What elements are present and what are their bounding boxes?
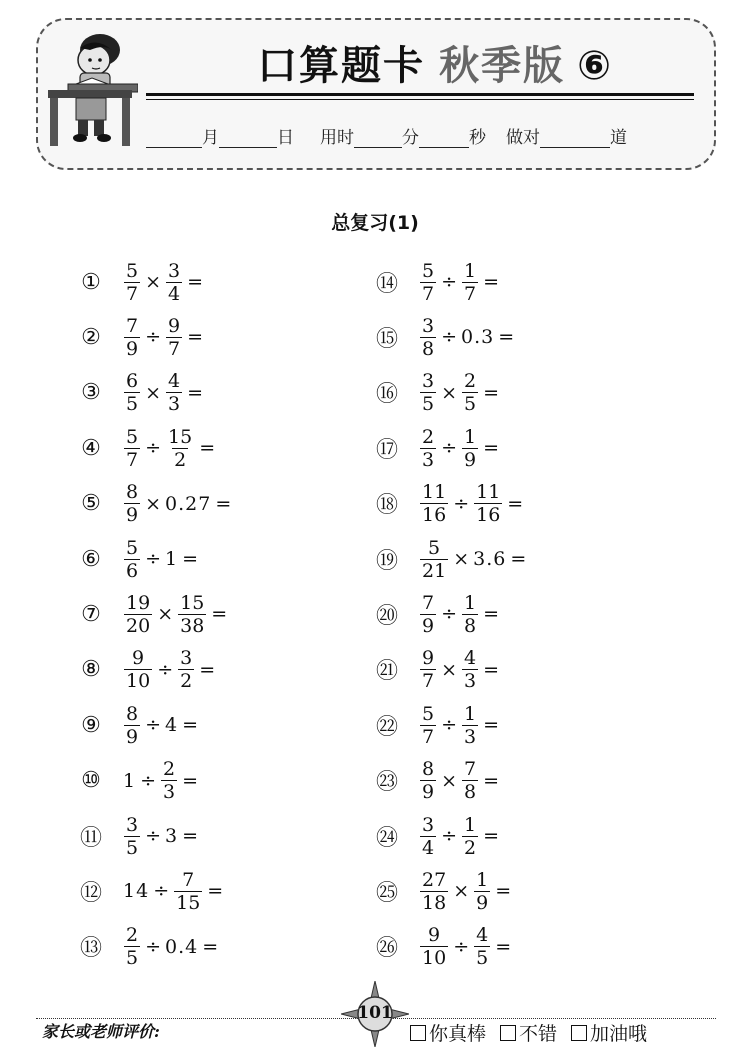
numerator: 1	[464, 591, 477, 614]
denominator: 5	[422, 393, 435, 416]
numerator: 1	[464, 425, 477, 448]
expression	[122, 537, 201, 582]
fraction	[124, 481, 140, 526]
section-title: 总复习(1)	[331, 212, 419, 234]
problem-row	[76, 310, 206, 364]
fraction	[462, 260, 478, 305]
problem-number: ⑮	[375, 326, 398, 352]
denominator: 16	[422, 504, 447, 527]
expression	[418, 537, 529, 582]
expression	[122, 758, 201, 803]
problem-number: ㉖	[375, 936, 398, 962]
problem-row	[76, 643, 218, 697]
problem-row	[372, 587, 502, 641]
denominator: 8	[422, 337, 435, 360]
numerator: 8	[126, 481, 139, 504]
equals-sign: =	[199, 437, 216, 460]
denominator: 38	[180, 614, 205, 637]
numerator: 2	[126, 924, 139, 947]
problem-row	[76, 754, 201, 808]
evaluation-options	[410, 1019, 647, 1046]
problem-row	[372, 809, 502, 863]
operator: ÷	[145, 326, 162, 349]
problem-row	[372, 754, 502, 808]
denominator: 3	[163, 781, 176, 804]
numerator: 2	[163, 758, 176, 781]
seconds-label: 秒	[469, 128, 486, 148]
expression	[122, 315, 206, 360]
operator: ÷	[441, 326, 458, 349]
number: 3.6	[473, 548, 507, 570]
denominator: 2	[180, 670, 193, 693]
page-number: 101	[357, 1003, 393, 1023]
fraction	[124, 924, 140, 969]
denominator: 5	[476, 947, 489, 970]
problem-row	[372, 864, 514, 918]
expression	[418, 869, 514, 914]
operator: ÷	[453, 935, 470, 958]
fraction	[474, 481, 502, 526]
expression	[122, 370, 206, 415]
denominator: 2	[174, 448, 187, 471]
expression	[418, 481, 526, 526]
problem-number: ⑦	[81, 601, 101, 627]
denominator: 7	[422, 670, 435, 693]
expression	[122, 592, 230, 637]
numerator: 7	[422, 591, 435, 614]
numerator: 9	[168, 314, 181, 337]
correct-blank[interactable]	[540, 127, 610, 148]
operator: ÷	[145, 714, 162, 737]
fraction	[178, 647, 194, 692]
time-used-label: 用时	[320, 128, 354, 148]
fraction	[420, 315, 436, 360]
problem-row	[372, 698, 502, 752]
numerator: 7	[126, 314, 139, 337]
numerator: 3	[422, 314, 435, 337]
numerator: 4	[476, 924, 489, 947]
equals-sign: =	[507, 492, 524, 515]
operator: ÷	[145, 437, 162, 460]
expression	[418, 924, 514, 969]
equals-sign: =	[483, 825, 500, 847]
problem-number: ⑯	[375, 382, 398, 408]
numerator: 8	[126, 702, 139, 725]
problem-number: ㉒	[375, 714, 398, 740]
operator: ×	[441, 381, 458, 404]
expression	[122, 647, 218, 692]
denominator: 9	[126, 725, 139, 748]
fraction	[474, 924, 490, 969]
operator: ×	[157, 603, 174, 626]
problem-number: ④	[81, 435, 101, 461]
denominator: 3	[422, 448, 435, 471]
expression	[122, 869, 226, 914]
number: 1	[123, 769, 137, 792]
fraction	[166, 315, 182, 360]
problem-row	[372, 310, 517, 364]
option-keep-going[interactable]: 加油哦	[571, 1019, 647, 1046]
numerator: 5	[422, 259, 435, 282]
fraction	[174, 869, 202, 914]
minutes-blank[interactable]	[354, 127, 402, 148]
numerator: 5	[126, 259, 139, 282]
problem-number: ⑪	[79, 825, 102, 851]
denominator: 4	[168, 282, 181, 305]
number: 0.4	[165, 935, 199, 958]
expression	[418, 260, 502, 305]
operator: ×	[145, 381, 162, 404]
problem-number: ⑭	[375, 271, 398, 297]
problem-number: ㉑	[375, 659, 398, 685]
numerator: 9	[428, 924, 441, 947]
fraction	[166, 370, 182, 415]
problem-row	[372, 532, 529, 586]
fraction	[178, 592, 206, 637]
equals-sign: =	[215, 492, 232, 515]
denominator: 5	[126, 393, 139, 416]
equals-sign: =	[182, 769, 199, 792]
denominator: 10	[126, 670, 151, 693]
numerator: 5	[126, 536, 139, 559]
fraction	[166, 426, 194, 471]
denominator: 7	[168, 337, 181, 360]
problem-row	[372, 920, 514, 974]
operator: ÷	[140, 769, 157, 792]
problem-row	[76, 255, 206, 309]
problem-number: ⑩	[81, 768, 101, 794]
expression	[418, 703, 502, 748]
number: 0.27	[165, 492, 212, 515]
equals-sign: =	[483, 658, 500, 681]
student-at-desk-illustration	[46, 28, 138, 148]
numerator: 11	[476, 481, 501, 504]
number: 14	[123, 880, 150, 903]
checkbox-icon[interactable]	[571, 1025, 587, 1041]
problem-number: ⑳	[375, 603, 398, 629]
month-label: 月	[202, 128, 219, 148]
equals-sign: =	[202, 935, 219, 958]
denominator: 20	[126, 614, 151, 637]
fraction	[420, 370, 436, 415]
seconds-blank[interactable]	[419, 127, 469, 148]
info-line	[146, 118, 686, 148]
expression	[122, 426, 218, 471]
option-good[interactable]: 不错	[500, 1019, 557, 1046]
day-label: 日	[277, 128, 294, 148]
expression	[122, 481, 234, 526]
denominator: 18	[422, 891, 447, 914]
equals-sign: =	[182, 548, 199, 570]
problem-row	[76, 587, 230, 641]
expression	[122, 703, 201, 748]
number: 1	[165, 548, 179, 570]
equals-sign: =	[187, 326, 204, 349]
numerator: 27	[422, 868, 447, 891]
operator: ÷	[453, 492, 470, 515]
numerator: 2	[464, 370, 477, 393]
denominator: 7	[422, 282, 435, 305]
denominator: 3	[464, 670, 477, 693]
denominator: 3	[464, 725, 477, 748]
denominator: 7	[126, 282, 139, 305]
numerator: 5	[422, 702, 435, 725]
fraction	[420, 260, 436, 305]
numerator: 3	[180, 647, 193, 670]
numerator: 1	[464, 259, 477, 282]
expression	[122, 924, 221, 969]
equals-sign: =	[498, 326, 515, 349]
problem-row	[76, 366, 206, 420]
expression	[418, 426, 502, 471]
fraction	[420, 924, 448, 969]
fraction	[462, 647, 478, 692]
problem-row	[76, 698, 201, 752]
number: 0.3	[461, 326, 495, 349]
numerator: 9	[422, 647, 435, 670]
evaluation-label: 家长或老师评价:	[42, 1022, 160, 1041]
operator: ×	[145, 271, 162, 293]
denominator: 5	[126, 947, 139, 970]
fraction	[420, 703, 436, 748]
expression	[122, 814, 201, 859]
numerator: 1	[476, 868, 489, 891]
numerator: 3	[126, 813, 139, 836]
problem-row	[372, 366, 502, 420]
numerator: 2	[422, 425, 435, 448]
fraction	[462, 370, 478, 415]
operator: ÷	[157, 658, 174, 681]
numerator: 1	[464, 813, 477, 836]
denominator: 9	[464, 448, 477, 471]
fraction	[420, 426, 436, 471]
equals-sign: =	[483, 271, 500, 293]
denominator: 7	[464, 282, 477, 305]
equals-sign: =	[483, 381, 500, 404]
questions-label: 道	[610, 128, 627, 148]
fraction	[462, 758, 478, 803]
expression	[418, 592, 502, 637]
operator: ÷	[153, 880, 170, 903]
denominator: 9	[126, 504, 139, 527]
problem-number: ⑥	[81, 546, 101, 572]
equals-sign: =	[187, 271, 204, 293]
correct-label: 做对	[506, 128, 540, 148]
title-rule-thin	[146, 99, 694, 100]
equals-sign: =	[483, 714, 500, 737]
operator: ÷	[441, 603, 458, 626]
problem-number: ⑬	[79, 936, 102, 962]
problem-number: ⑨	[81, 712, 101, 738]
problem-row	[372, 477, 526, 531]
problem-number: ②	[81, 324, 101, 350]
month-blank[interactable]	[146, 127, 202, 148]
problem-row	[76, 477, 234, 531]
denominator: 2	[464, 836, 477, 859]
denominator: 15	[176, 891, 201, 914]
fraction	[124, 703, 140, 748]
numerator: 3	[422, 370, 435, 393]
denominator: 4	[422, 836, 435, 859]
equals-sign: =	[483, 769, 500, 792]
operator: ÷	[441, 714, 458, 737]
problem-number: ⑲	[375, 548, 398, 574]
option-great[interactable]: 你真棒	[410, 1019, 486, 1046]
fraction	[124, 370, 140, 415]
fraction	[420, 647, 436, 692]
denominator: 10	[422, 947, 447, 970]
fraction	[462, 592, 478, 637]
numerator: 15	[180, 591, 205, 614]
fraction	[166, 260, 182, 305]
fraction	[124, 647, 152, 692]
denominator: 3	[168, 393, 181, 416]
numerator: 11	[422, 481, 447, 504]
expression	[418, 315, 517, 360]
expression	[418, 647, 502, 692]
numerator: 3	[422, 813, 435, 836]
numerator: 4	[168, 370, 181, 393]
operator: ÷	[441, 825, 458, 847]
operator: ÷	[145, 825, 162, 847]
title-season: 秋季版	[439, 43, 566, 89]
numerator: 7	[464, 758, 477, 781]
operator: ÷	[145, 935, 162, 958]
problem-row	[76, 532, 201, 586]
numerator: 5	[126, 425, 139, 448]
day-blank[interactable]	[219, 127, 277, 148]
number: 4	[165, 714, 179, 737]
problem-row	[372, 643, 502, 697]
problem-number: ①	[81, 269, 101, 295]
expression	[122, 260, 206, 305]
expression	[418, 758, 502, 803]
fraction	[474, 869, 490, 914]
numerator: 1	[464, 702, 477, 725]
fraction	[420, 592, 436, 637]
fraction	[420, 814, 436, 859]
equals-sign: =	[207, 880, 224, 903]
problem-number: ㉓	[375, 770, 398, 796]
operator: ×	[145, 492, 162, 515]
denominator: 16	[476, 504, 501, 527]
equals-sign: =	[483, 603, 500, 626]
checkbox-icon[interactable]	[410, 1025, 426, 1041]
numerator: 8	[422, 758, 435, 781]
denominator: 6	[126, 559, 139, 582]
problem-row	[76, 421, 218, 475]
problem-number: ③	[81, 380, 101, 406]
title-main: 口算题卡	[257, 43, 426, 89]
equals-sign: =	[187, 381, 204, 404]
fraction	[124, 814, 140, 859]
fraction	[420, 537, 448, 582]
operator: ÷	[441, 271, 458, 293]
problem-number: ⑤	[81, 491, 101, 517]
title-rule-thick	[146, 93, 694, 96]
page-title	[190, 36, 680, 96]
fraction	[462, 426, 478, 471]
fraction	[420, 869, 448, 914]
fraction	[420, 758, 436, 803]
denominator: 8	[464, 781, 477, 804]
numerator: 15	[168, 425, 193, 448]
problem-row	[372, 255, 502, 309]
problem-number: ⑰	[375, 437, 398, 463]
operator: ÷	[145, 548, 162, 570]
operator: ×	[453, 880, 470, 903]
denominator: 5	[464, 393, 477, 416]
numerator: 7	[182, 868, 195, 891]
problem-row	[76, 864, 226, 918]
problem-number: ⑧	[81, 657, 101, 683]
title-number: ⑥	[577, 43, 613, 89]
denominator: 21	[422, 559, 447, 582]
fraction	[420, 481, 448, 526]
operator: ×	[453, 548, 470, 570]
number: 3	[165, 825, 179, 847]
numerator: 9	[132, 647, 145, 670]
problem-row	[76, 809, 201, 863]
minutes-label: 分	[402, 128, 419, 148]
operator: ×	[441, 658, 458, 681]
numerator: 6	[126, 370, 139, 393]
checkbox-icon[interactable]	[500, 1025, 516, 1041]
fraction	[124, 592, 152, 637]
problem-row	[76, 920, 221, 974]
problem-number: ㉕	[375, 880, 398, 906]
fraction	[124, 260, 140, 305]
equals-sign: =	[495, 880, 512, 903]
equals-sign: =	[483, 437, 500, 460]
expression	[418, 370, 502, 415]
denominator: 7	[422, 725, 435, 748]
numerator: 19	[126, 591, 151, 614]
equals-sign: =	[182, 825, 199, 847]
problem-number: ⑫	[79, 880, 102, 906]
denominator: 9	[422, 781, 435, 804]
denominator: 9	[126, 337, 139, 360]
equals-sign: =	[495, 935, 512, 958]
operator: ÷	[441, 437, 458, 460]
operator: ×	[441, 769, 458, 792]
denominator: 7	[126, 448, 139, 471]
problem-number: ㉔	[375, 825, 398, 851]
equals-sign: =	[211, 603, 228, 626]
fraction	[124, 426, 140, 471]
numerator: 3	[168, 259, 181, 282]
fraction	[124, 315, 140, 360]
numerator: 4	[464, 647, 477, 670]
problem-row	[372, 421, 502, 475]
fraction	[124, 537, 140, 582]
equals-sign: =	[182, 714, 199, 737]
equals-sign: =	[510, 548, 527, 570]
equals-sign: =	[199, 658, 216, 681]
fraction	[462, 703, 478, 748]
denominator: 8	[464, 614, 477, 637]
denominator: 9	[476, 891, 489, 914]
denominator: 9	[422, 614, 435, 637]
denominator: 5	[126, 836, 139, 859]
fraction	[161, 758, 177, 803]
expression	[418, 814, 502, 859]
numerator: 5	[428, 536, 441, 559]
problem-number: ⑱	[375, 493, 398, 519]
fraction	[462, 814, 478, 859]
